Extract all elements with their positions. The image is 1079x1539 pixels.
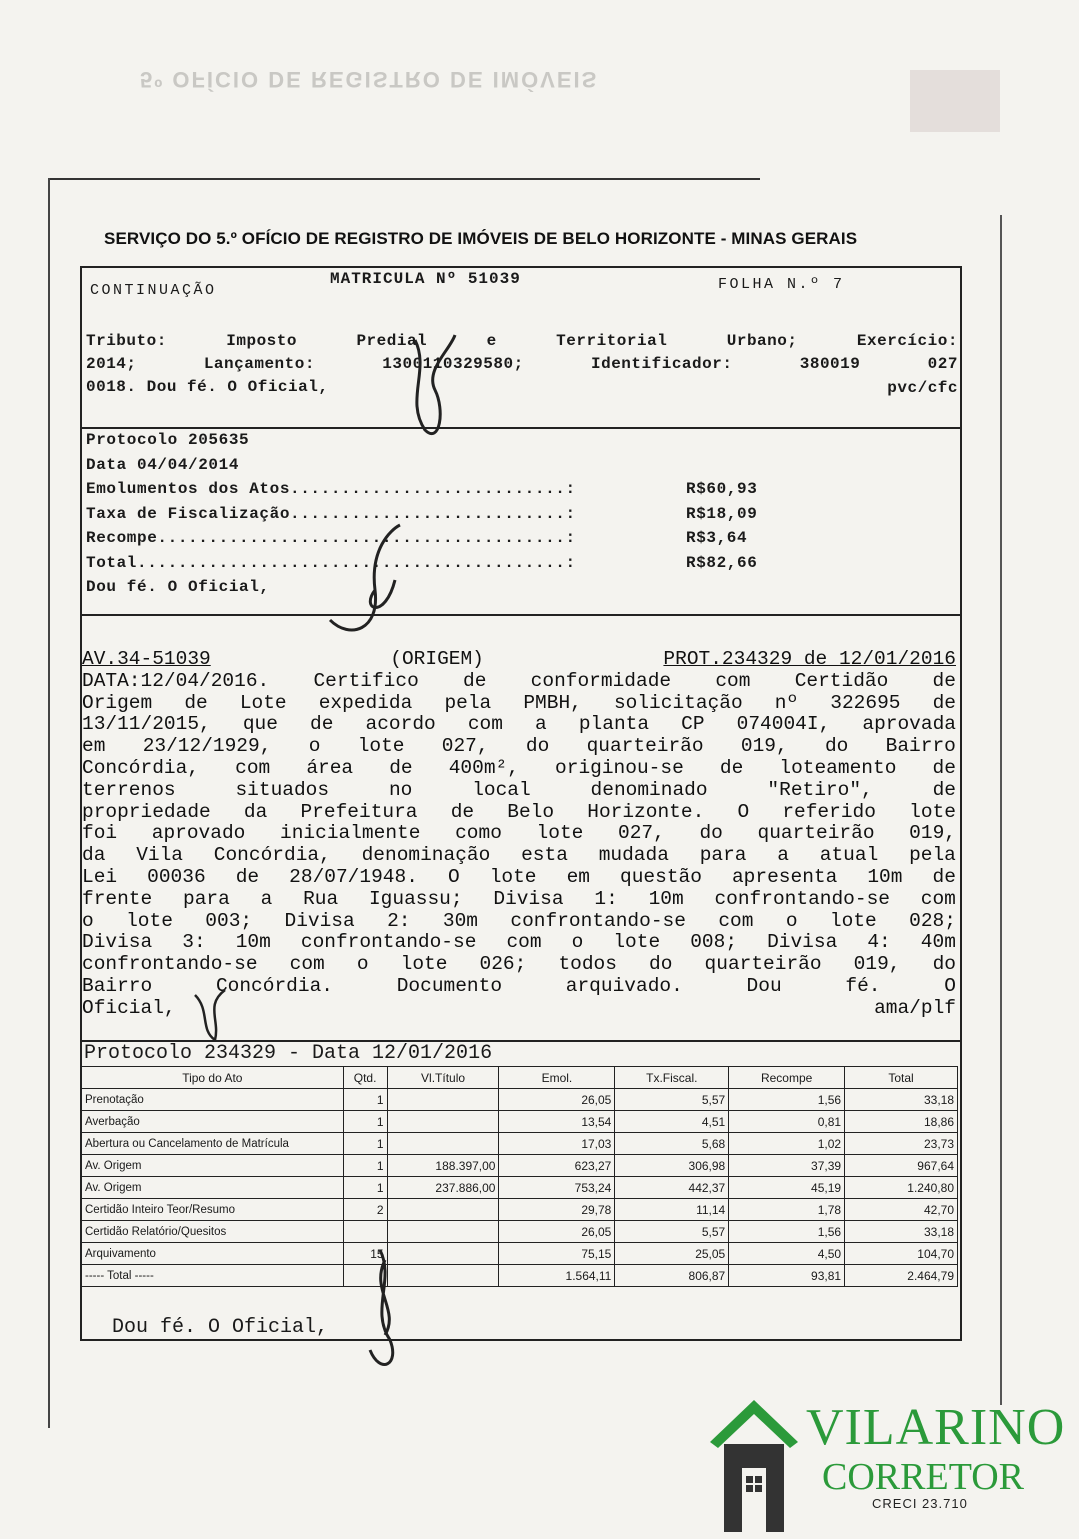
- word: com: [235, 756, 271, 779]
- table-cell: 26,05: [499, 1089, 615, 1111]
- word: a: [777, 844, 789, 867]
- word: Certifico: [313, 669, 419, 692]
- table-cell: 237.886,00: [387, 1177, 499, 1199]
- word: de: [932, 778, 956, 801]
- averbacao-line: [82, 758, 956, 780]
- word: Iguassu;: [368, 887, 463, 910]
- word: 019,: [740, 735, 788, 758]
- table-cell: [343, 1221, 387, 1243]
- table-cell: 442,37: [615, 1177, 729, 1199]
- table-cell: 1,02: [729, 1133, 845, 1155]
- word: de: [932, 756, 956, 779]
- word: 30m: [442, 909, 479, 932]
- word: 380019: [799, 355, 861, 373]
- word: Exercício:: [856, 332, 958, 350]
- table-cell: 104,70: [845, 1243, 958, 1265]
- word: confrontando-se: [510, 909, 686, 932]
- word: área: [306, 756, 354, 779]
- word: situados: [235, 778, 330, 801]
- averbacao-line: [82, 823, 956, 845]
- matricula-number: MATRICULA Nº 51039: [330, 270, 521, 288]
- word: lote: [126, 909, 173, 932]
- word: Divisa: [82, 931, 153, 954]
- table-cell: 25,05: [615, 1243, 729, 1265]
- word: 027,: [441, 735, 489, 758]
- dou-fe-1: Dou fé. O Oficial,: [86, 578, 270, 596]
- table-cell: 17,03: [499, 1133, 615, 1155]
- word: Dou: [746, 974, 782, 997]
- word: quarteirão: [757, 822, 875, 845]
- table-header-cell: Vl.Título: [387, 1067, 499, 1089]
- word: confrontando-se: [82, 953, 258, 976]
- word: originou-se: [555, 756, 684, 779]
- word: Lançamento:: [203, 355, 315, 373]
- table-cell: 1.564,11: [499, 1265, 615, 1287]
- continuation-label: CONTINUAÇÃO: [90, 282, 217, 299]
- fee-value: R$60,93: [686, 480, 758, 498]
- word: lote: [489, 865, 537, 888]
- table-cell: [343, 1265, 387, 1287]
- word: 23/12/1929,: [142, 735, 272, 758]
- word: referido: [782, 800, 876, 823]
- table-header-cell: Tipo do Ato: [82, 1067, 344, 1089]
- word: Divisa: [493, 887, 564, 910]
- av-number: AV.34-51039: [82, 648, 211, 670]
- table-cell: 1,56: [729, 1221, 845, 1243]
- averbacao-line: [82, 714, 956, 736]
- word: com: [467, 713, 503, 736]
- averbacao-line: [82, 736, 956, 758]
- word: 074004I,: [736, 713, 831, 736]
- word: Concórdia,: [82, 756, 200, 779]
- word: apresenta: [731, 865, 838, 888]
- fee-value: R$3,64: [686, 529, 748, 547]
- fee-value: R$82,66: [686, 553, 758, 572]
- word: 019,: [909, 822, 956, 845]
- table-cell: 623,27: [499, 1155, 615, 1177]
- word: PMBH,: [523, 691, 582, 714]
- word: 4:: [867, 931, 891, 954]
- word: Predial: [356, 332, 428, 350]
- table-cell: [387, 1265, 499, 1287]
- table-cell: 5,57: [615, 1221, 729, 1243]
- table-cell: 1: [343, 1111, 387, 1133]
- word: lote: [829, 909, 877, 932]
- word: 28/07/1948.: [289, 865, 418, 888]
- averbacao-34: [82, 649, 956, 1020]
- table-cell: [387, 1243, 499, 1265]
- table-cell: 5,57: [615, 1089, 729, 1111]
- table-cell: 11,14: [615, 1199, 729, 1221]
- word: Documento: [396, 974, 503, 997]
- word: do: [824, 735, 849, 758]
- word: 026;: [479, 953, 527, 976]
- logo-corretor: CORRETOR: [822, 1456, 1025, 1498]
- word: terrenos: [82, 778, 176, 801]
- word: Concórdia,: [213, 844, 331, 867]
- word: O: [737, 800, 750, 823]
- table-cell: 4,50: [729, 1243, 845, 1265]
- office-title: SERVIÇO DO 5.º OFÍCIO DE REGISTRO DE IMÓVEIS DE BELO HORIZONTE - MINAS GERAIS: [104, 229, 858, 248]
- table-row: [82, 1133, 958, 1155]
- tributo-entry: [86, 330, 958, 400]
- word: de: [719, 756, 744, 779]
- word: e: [486, 332, 497, 350]
- averbacao-line: [82, 911, 956, 933]
- table-row: [82, 1243, 958, 1265]
- table-cell: Averbação: [82, 1111, 344, 1133]
- table-cell: 753,24: [499, 1177, 615, 1199]
- averbacao-line: [82, 671, 956, 693]
- protocolo-234329-header: Protocolo 234329 - Data 12/01/2016: [84, 1042, 493, 1065]
- word: pela: [909, 844, 956, 867]
- table-cell: Av. Origem: [82, 1155, 344, 1177]
- word: 00036: [147, 865, 206, 888]
- word: Bairro: [885, 735, 956, 758]
- word: Urbano;: [726, 332, 798, 350]
- word: Rua: [303, 887, 339, 910]
- word: 008;: [690, 931, 738, 954]
- word: Tributo:: [86, 332, 167, 350]
- table-cell: Certidão Inteiro Teor/Resumo: [82, 1199, 344, 1221]
- word: a: [260, 887, 273, 910]
- table-cell: 33,18: [845, 1221, 958, 1243]
- word: confrontando-se: [300, 931, 477, 954]
- word: para: [183, 887, 230, 910]
- word: todos: [558, 953, 617, 976]
- word: planta: [578, 713, 650, 736]
- top-rule: [48, 178, 760, 180]
- av-protocol: PROT.234329 de 12/01/2016: [663, 648, 956, 670]
- table-cell: 1,78: [729, 1199, 845, 1221]
- word: de: [310, 713, 334, 736]
- word: Certidão: [794, 669, 889, 692]
- table-row: [82, 1155, 958, 1177]
- word: a: [535, 713, 547, 736]
- corner-stamp: [910, 70, 1000, 132]
- table-cell: 33,18: [845, 1089, 958, 1111]
- table-cell: 26,05: [499, 1221, 615, 1243]
- word: mudada: [598, 844, 669, 867]
- fee-label: Recompe........................................:: [86, 529, 576, 547]
- table-row: [82, 1199, 958, 1221]
- table-cell: 4,51: [615, 1111, 729, 1133]
- folha-number: FOLHA N.º 7: [718, 276, 845, 293]
- word: de: [932, 691, 956, 714]
- word: "Retiro",: [767, 778, 873, 801]
- table-header-cell: Recompe: [729, 1067, 845, 1089]
- word: Lote: [239, 691, 287, 714]
- word: CP: [681, 713, 705, 736]
- table-row: [82, 1265, 958, 1287]
- word: 1300110329580;: [382, 355, 524, 373]
- table-cell: 15: [343, 1243, 387, 1265]
- averbacao-line: [82, 954, 956, 976]
- word: o: [82, 909, 94, 932]
- fee-rows: [86, 477, 757, 575]
- table-cell: 806,87: [615, 1265, 729, 1287]
- logo-creci: CRECI 23.710: [872, 1496, 968, 1511]
- table-cell: 75,15: [499, 1243, 615, 1265]
- word: 003;: [205, 909, 253, 932]
- table-cell: 37,39: [729, 1155, 845, 1177]
- word: lote: [536, 822, 584, 845]
- word: local: [472, 778, 531, 801]
- word: com: [289, 953, 325, 976]
- fee-label: Total..........................................:: [86, 553, 576, 572]
- word: quarteirão: [704, 953, 822, 976]
- word: denominado: [590, 778, 708, 801]
- right-rule: [1000, 215, 1002, 1405]
- word: 2014;: [86, 355, 137, 373]
- averbacao-line: [82, 932, 956, 954]
- word: Horizonte.: [587, 800, 705, 823]
- word: denominação: [361, 844, 491, 867]
- word: com: [718, 909, 754, 932]
- word: lote: [909, 800, 956, 823]
- table-cell: 13,54: [499, 1111, 615, 1133]
- table-cell: Av. Origem: [82, 1177, 344, 1199]
- table-header-cell: Tx.Fiscal.: [615, 1067, 729, 1089]
- word: de: [389, 756, 413, 779]
- word: que: [242, 713, 278, 736]
- word: pela: [444, 691, 492, 714]
- word: questão: [620, 865, 702, 888]
- word: o: [785, 909, 798, 932]
- table-cell: ----- Total -----: [82, 1265, 344, 1287]
- table-cell: 188.397,00: [387, 1155, 499, 1177]
- word: Bairro: [82, 974, 153, 997]
- table-row: [82, 1221, 958, 1243]
- table-cell: Certidão Relatório/Quesitos: [82, 1221, 344, 1243]
- word: expedida: [318, 691, 413, 714]
- fee-row: [86, 477, 757, 502]
- word: do: [525, 735, 550, 758]
- word: da: [243, 800, 268, 823]
- averbacao-line: [82, 693, 956, 715]
- protocolo-number: Protocolo 205635: [86, 431, 250, 449]
- word: Territorial: [556, 332, 668, 350]
- av-oficial: Oficial,: [82, 996, 176, 1019]
- word: fé.: [845, 974, 881, 997]
- word: propriedade: [82, 800, 211, 823]
- table-cell: 1: [343, 1155, 387, 1177]
- table-cell: 1: [343, 1133, 387, 1155]
- word: 40m: [920, 931, 956, 954]
- table-cell: 29,78: [499, 1199, 615, 1221]
- table-cell: Arquivamento: [82, 1243, 344, 1265]
- word: confrontando-se: [714, 887, 890, 910]
- word: 10m: [235, 931, 271, 954]
- table-cell: [387, 1089, 499, 1111]
- word: lote: [357, 735, 405, 758]
- word: Concórdia.: [215, 974, 333, 997]
- word: esta: [521, 844, 568, 867]
- table-cell: 1: [343, 1089, 387, 1111]
- word: Origem: [82, 691, 153, 714]
- word: atual: [819, 844, 879, 867]
- averbacao-closing: [82, 998, 956, 1020]
- table-header-row: [82, 1067, 958, 1089]
- table-cell: 23,73: [845, 1133, 958, 1155]
- protocolo-205635-block: [86, 428, 757, 600]
- word: 2:: [387, 909, 411, 932]
- averbacao-line: [82, 889, 956, 911]
- table-header-cell: Qtd.: [343, 1067, 387, 1089]
- fee-row: [86, 526, 757, 551]
- fees-table: [81, 1066, 958, 1287]
- word: loteamento: [779, 756, 897, 779]
- word: Prefeitura: [300, 800, 418, 823]
- word: de: [932, 669, 956, 692]
- word: Lei: [82, 865, 118, 888]
- fee-label: Taxa de Fiscalização...........................:: [86, 504, 576, 523]
- table-cell: 306,98: [615, 1155, 729, 1177]
- word: o: [356, 953, 369, 976]
- table-cell: [387, 1111, 499, 1133]
- faint-mirrored-header: 5º OFÍCIO DE REGISTRO DE IMÓVEIS: [140, 67, 599, 92]
- word: arquivado.: [565, 974, 683, 997]
- word: O: [447, 865, 460, 888]
- table-cell: 2.464,79: [845, 1265, 958, 1287]
- word: de: [235, 865, 260, 888]
- word: Vila: [136, 844, 183, 867]
- word: aprovada: [862, 713, 956, 736]
- tributo-initials: pvc/cfc: [887, 379, 958, 397]
- word: 027: [927, 355, 958, 373]
- word: acordo: [365, 713, 436, 736]
- table-cell: 1,56: [729, 1089, 845, 1111]
- word: Imposto: [226, 332, 297, 350]
- word: lote: [400, 953, 448, 976]
- word: DATA:12/04/2016.: [82, 669, 270, 692]
- fee-row: [86, 551, 757, 576]
- word: de: [463, 669, 487, 692]
- word: 13/11/2015,: [82, 713, 211, 736]
- table-cell: 0,81: [729, 1111, 845, 1133]
- averbacao-line: [82, 780, 956, 802]
- word: lote: [613, 931, 661, 954]
- word: Divisa: [767, 931, 838, 954]
- tributo-line-2: [86, 353, 958, 376]
- word: do: [699, 822, 723, 845]
- table-header-cell: Total: [845, 1067, 958, 1089]
- word: conformidade: [530, 669, 672, 692]
- averbacao-line: [82, 976, 956, 998]
- separator-2: [82, 614, 960, 616]
- word: 019,: [853, 953, 901, 976]
- word: com: [506, 931, 542, 954]
- word: do: [649, 953, 673, 976]
- table-cell: 1: [343, 1177, 387, 1199]
- word: de: [450, 800, 475, 823]
- word: da: [82, 844, 106, 867]
- word: em: [566, 865, 590, 888]
- left-rule: [48, 178, 50, 1428]
- table-row: [82, 1111, 958, 1133]
- table-cell: 42,70: [845, 1199, 958, 1221]
- tributo-line-1: [86, 330, 958, 353]
- word: no: [388, 778, 413, 801]
- dou-fe-final: Dou fé. O Oficial,: [112, 1316, 329, 1339]
- table-cell: Abertura ou Cancelamento de Matrícula: [82, 1133, 344, 1155]
- fee-value: R$18,09: [686, 504, 758, 523]
- averbacao-line: [82, 845, 956, 867]
- word: Belo: [507, 800, 555, 823]
- averbacao-line: [82, 867, 956, 889]
- word: em: [82, 735, 106, 758]
- table-row: [82, 1177, 958, 1199]
- table-cell: 5,68: [615, 1133, 729, 1155]
- word: quarteirão: [586, 735, 704, 758]
- fee-row: [86, 502, 757, 527]
- word: para: [699, 844, 747, 867]
- table-cell: [387, 1199, 499, 1221]
- word: 027,: [618, 822, 665, 845]
- table-cell: [387, 1133, 499, 1155]
- word: de: [184, 691, 208, 714]
- protocolo-date: Data 04/04/2014: [86, 455, 240, 474]
- tributo-line-3: 0018. Dou fé. O Oficial,: [86, 378, 329, 396]
- word: 10m: [867, 865, 903, 888]
- word: o: [308, 735, 321, 758]
- word: aprovado: [151, 822, 246, 845]
- table-header-cell: Emol.: [499, 1067, 615, 1089]
- table-cell: 967,64: [845, 1155, 958, 1177]
- fee-label: Emolumentos dos Atos...........................:: [86, 480, 576, 498]
- av-type: (ORIGEM): [390, 648, 484, 670]
- averbacao-header: [82, 649, 956, 671]
- word: 028;: [909, 909, 956, 932]
- word: nº: [774, 691, 799, 714]
- word: 1:: [594, 887, 618, 910]
- word: Divisa: [284, 909, 355, 932]
- table-cell: [387, 1221, 499, 1243]
- averbacao-line: [82, 802, 956, 824]
- word: de: [932, 865, 956, 888]
- table-cell: 93,81: [729, 1265, 845, 1287]
- word: como: [455, 822, 502, 845]
- table-row: [82, 1089, 958, 1111]
- av-initials: ama/plf: [874, 996, 956, 1019]
- word: 322695: [830, 691, 901, 714]
- table-cell: 2: [343, 1199, 387, 1221]
- word: com: [715, 669, 751, 692]
- word: foi: [82, 822, 118, 845]
- table-cell: 18,86: [845, 1111, 958, 1133]
- table-cell: 1.240,80: [845, 1177, 958, 1199]
- word: Identificador:: [591, 355, 733, 373]
- word: inicialmente: [280, 822, 421, 845]
- word: O: [944, 974, 956, 997]
- word: 400m²,: [448, 756, 519, 779]
- table-cell: Prenotação: [82, 1089, 344, 1111]
- table-cell: 45,19: [729, 1177, 845, 1199]
- word: o: [571, 931, 584, 954]
- word: frente: [82, 887, 153, 910]
- word: solicitação: [613, 691, 743, 714]
- word: 3:: [182, 931, 206, 954]
- word: com: [920, 887, 956, 910]
- logo-vilarino: VILARINO: [806, 1399, 1066, 1456]
- averbacao-text: [82, 671, 956, 998]
- word: do: [932, 953, 956, 976]
- word: 10m: [648, 887, 684, 910]
